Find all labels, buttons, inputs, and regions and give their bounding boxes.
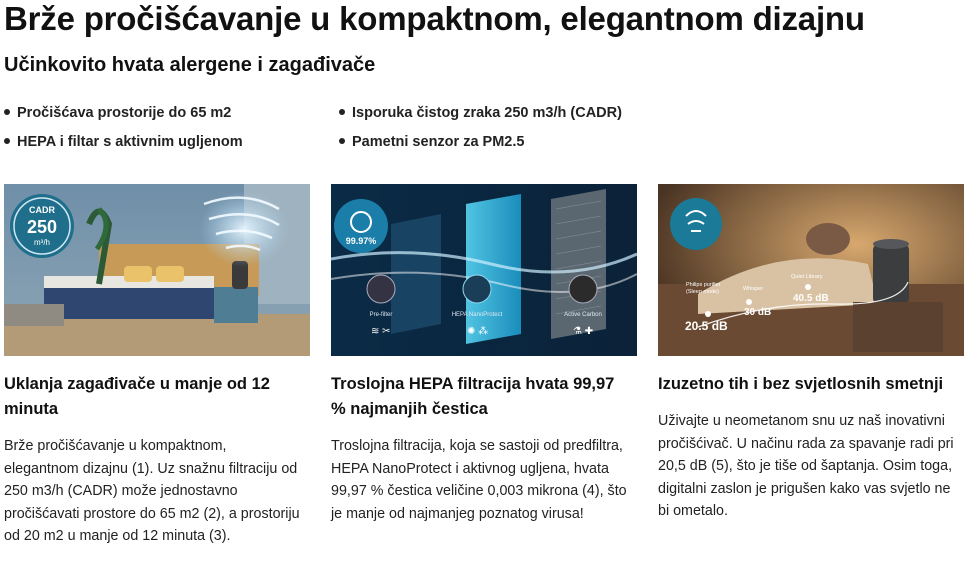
noise-value: 20.5 dB bbox=[685, 319, 728, 333]
bullet-dot-icon bbox=[339, 138, 345, 144]
noise-label: Whisper bbox=[743, 286, 764, 292]
feature-bullet: Isporuka čistog zraka 250 m3/h (CADR) bbox=[339, 105, 622, 121]
bullet-dot-icon bbox=[4, 109, 10, 115]
noise-value: 40.5 dB bbox=[793, 293, 829, 304]
quiet-bedroom-image bbox=[658, 184, 964, 356]
layer-label: Active Carbon bbox=[564, 312, 602, 318]
feature-bullet: HEPA i filtar s aktivnim ugljenom bbox=[4, 134, 243, 150]
svg-text:✺ ⁂: ✺ ⁂ bbox=[467, 326, 489, 337]
page-subtitle: Učinkovito hvata alergene i zagađivače bbox=[4, 54, 376, 76]
card-description: Troslojna filtracija, koja se sastoji od predfiltra, HEPA NanoProtect i aktivnog ugljena, hvata 99,97 % čestica veličine 0,003 mikrona (4), što je manje od najmanjeg poznatog virusa! bbox=[331, 438, 627, 522]
layer-label: Pre-filter bbox=[369, 312, 393, 318]
svg-text:⚗ ✚: ⚗ ✚ bbox=[573, 326, 594, 337]
cadr-badge-label: CADR bbox=[29, 205, 55, 215]
card-description: Brže pročišćavanje u kompaktnom, elegantnom dizajnu (1). Uz snažnu filtraciju od 250 m3/h (CADR) može jednostavno pročišćavati prostore do 65 m2 (2), a prostoriju od 20 m2 u manje od 12 minuta (3). bbox=[4, 438, 300, 544]
layer-label: HEPA NanoProtect bbox=[451, 312, 503, 318]
bedroom-purifier-image bbox=[4, 184, 310, 356]
card-title: Troslojna HEPA filtracija hvata 99,97 % najmanjih čestica bbox=[331, 375, 615, 418]
card-description: Uživajte u neometanom snu uz naš inovativni pročišćivač. U načinu rada za spavanje radi pri 20,5 dB (5), što je tiše od šaptanja. Osim toga, digitalni zaslon je prigušen kako vas svjetlo ne bi ometalo. bbox=[658, 413, 954, 519]
filter-layers-image bbox=[331, 184, 637, 356]
efficiency-badge-value: 99.97% bbox=[345, 236, 377, 246]
page-title: Brže pročišćavanje u kompaktnom, elegantnom dizajnu bbox=[4, 0, 865, 37]
noise-label: Philips purifier bbox=[686, 282, 721, 288]
noise-label: (Sleep mode) bbox=[686, 289, 720, 295]
cadr-badge-unit: m³/h bbox=[34, 238, 50, 247]
card-title: Uklanja zagađivače u manje od 12 minuta bbox=[4, 375, 270, 418]
cadr-badge-value: 250 bbox=[26, 217, 58, 237]
bullet-dot-icon bbox=[4, 138, 10, 144]
noise-label: Quiet Library bbox=[791, 274, 823, 280]
feature-bullet: Pročišćava prostorije do 65 m2 bbox=[4, 105, 231, 121]
svg-text:≋ ✂: ≋ ✂ bbox=[371, 326, 391, 337]
feature-bullet: Pametni senzor za PM2.5 bbox=[339, 134, 524, 150]
card-title: Izuzetno tih i bez svjetlosnih smetnji bbox=[658, 375, 944, 393]
noise-value: 30 dB bbox=[744, 307, 772, 318]
bullet-dot-icon bbox=[339, 109, 345, 115]
